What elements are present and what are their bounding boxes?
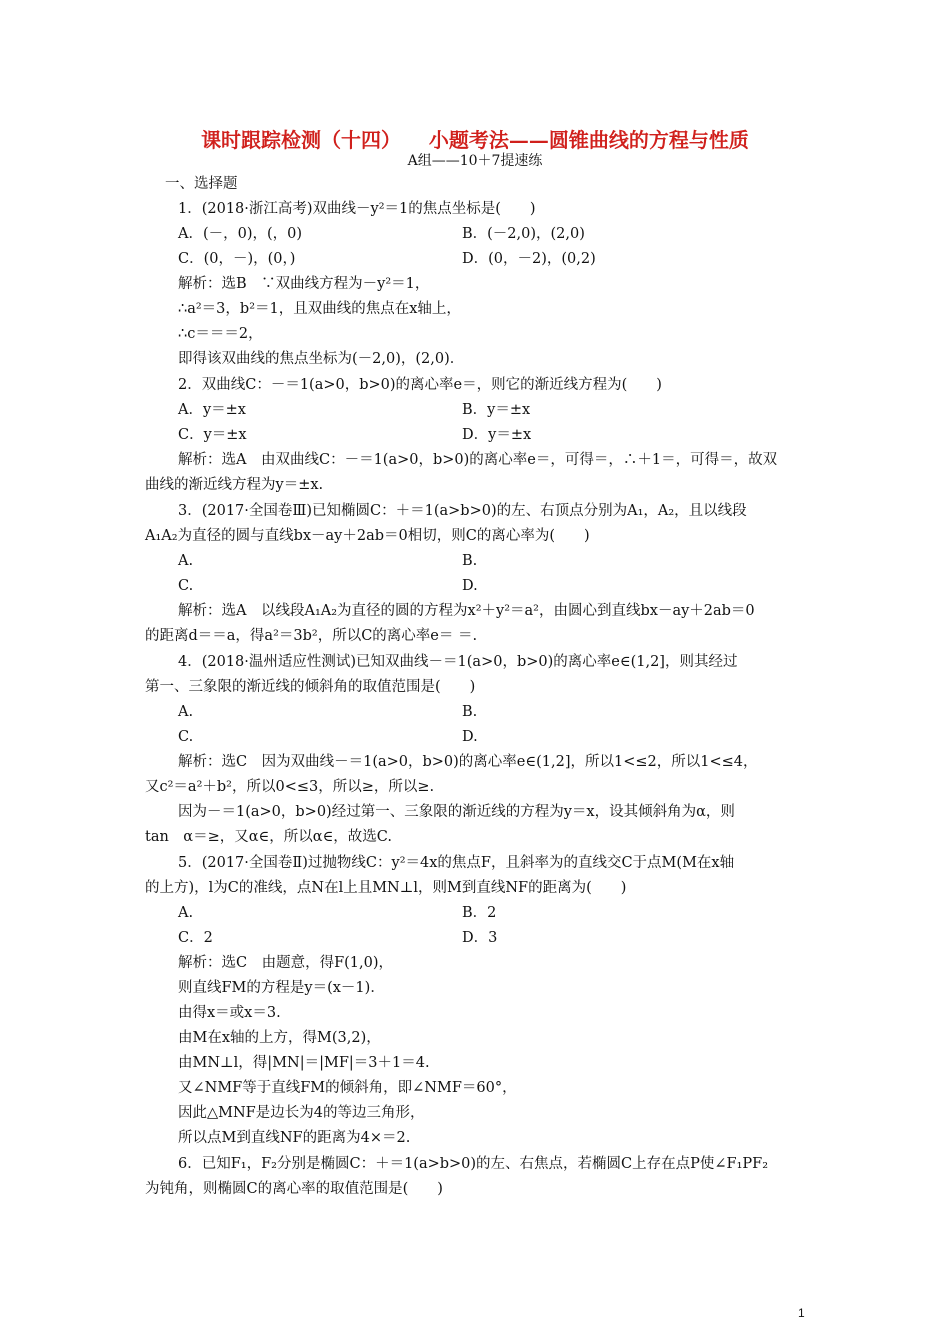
q5-solution-line: 由得x＝或x＝3. xyxy=(178,1005,281,1021)
q2-solution: 解析：选A 由双曲线C：－＝1(a>0，b>0)的离心率e＝，可得＝，∴＋1＝，可得＝，故双 xyxy=(178,452,778,468)
question-5-line: 的上方)，l为C的准线，点N在l上且MN⊥l，则M到直线NF的距离为( ) xyxy=(145,880,627,896)
q5-option-a: A. xyxy=(178,905,194,921)
q5-solution-line: 所以点M到直线NF的距离为4×＝2. xyxy=(178,1130,411,1146)
q2-option-a: A．y＝±x xyxy=(178,402,246,418)
q5-solution-line: 由MN⊥l，得|MN|＝|MF|＝3＋1＝4. xyxy=(178,1055,430,1071)
question-1: 1．(2018·浙江高考)双曲线－y²＝1的焦点坐标是( ) xyxy=(178,201,536,217)
q3-option-c: C. xyxy=(178,578,194,594)
question-5: 5．(2017·全国卷Ⅱ)过抛物线C：y²＝4x的焦点F，且斜率为的直线交C于点M(M在x轴 xyxy=(178,855,735,871)
q5-option-d: D．3 xyxy=(462,930,498,946)
q5-solution-line: 则直线FM的方程是y＝(x－1)． xyxy=(178,980,385,996)
q5-solution-line: 又∠NMF等于直线FM的倾斜角，即∠NMF＝60°， xyxy=(178,1080,517,1096)
q5-solution: 解析：选C 由题意，得F(1,0)， xyxy=(178,955,394,971)
q5-option-c: C．2 xyxy=(178,930,213,946)
q4-solution: 解析：选C 因为双曲线－＝1(a>0，b>0)的离心率e∈(1,2]，所以1<≤2，所以1<≤4， xyxy=(178,754,758,770)
q4-solution-line: 因为－＝1(a>0，b>0)经过第一、三象限的渐近线的方程为y＝x，设其倾斜角为α，则 xyxy=(178,804,735,820)
q1-solution-line: ∴a²＝3，b²＝1，且双曲线的焦点在x轴上， xyxy=(178,301,461,317)
q2-option-c: C．y＝±x xyxy=(178,427,247,443)
q3-option-d: D. xyxy=(462,578,478,594)
q4-solution-line: 又c²＝a²＋b²，所以0<≤3，所以≥，所以≥. xyxy=(145,779,435,795)
q3-solution-line: 的距离d＝＝a，得a²＝3b²，所以C的离心率e＝ ＝. xyxy=(145,628,478,644)
q2-option-d: D．y＝±x xyxy=(462,427,532,443)
q4-option-d: D. xyxy=(462,729,478,745)
q1-option-a: A．(－，0)，(，0) xyxy=(178,226,303,242)
question-3-line: A₁A₂为直径的圆与直线bx－ay＋2ab＝0相切，则C的离心率为( ) xyxy=(145,528,590,544)
q1-option-b: B．(－2,0)，(2,0) xyxy=(462,226,585,242)
q4-option-a: A. xyxy=(178,704,194,720)
q1-solution-line: ∴c＝＝＝2， xyxy=(178,326,263,342)
q1-solution: 解析：选B ∵双曲线方程为－y²＝1， xyxy=(178,276,430,292)
section-heading: 一、选择题 xyxy=(165,176,238,192)
q1-option-c: C．(0，－)，(0，) xyxy=(178,251,296,267)
q3-option-a: A. xyxy=(178,553,194,569)
question-6: 6．已知F₁，F₂分别是椭圆C：＋＝1(a>b>0)的左、右焦点，若椭圆C上存在点P使∠F₁PF₂ xyxy=(178,1156,769,1172)
question-3: 3．(2017·全国卷Ⅲ)已知椭圆C：＋＝1(a>b>0)的左、右顶点分别为A₁，A₂，且以线段 xyxy=(178,503,747,519)
q4-option-b: B. xyxy=(462,704,478,720)
q5-option-b: B．2 xyxy=(462,905,497,921)
page-title: 课时跟踪检测（十四） 小题考法——圆锥曲线的方程与性质 xyxy=(201,128,749,152)
q1-solution-line: 即得该双曲线的焦点坐标为(－2,0)，(2,0)． xyxy=(178,351,465,367)
question-2: 2．双曲线C：－＝1(a>0，b>0)的离心率e＝，则它的渐近线方程为( ) xyxy=(178,377,662,393)
question-4-line: 第一、三象限的渐近线的倾斜角的取值范围是( ) xyxy=(145,679,476,695)
q2-solution-line: 曲线的渐近线方程为y＝±x. xyxy=(145,477,324,493)
q5-solution-line: 由M在x轴的上方，得M(3,2)， xyxy=(178,1030,381,1046)
q4-option-c: C. xyxy=(178,729,194,745)
q3-option-b: B. xyxy=(462,553,478,569)
q2-option-b: B．y＝±x xyxy=(462,402,531,418)
question-6-line: 为钝角，则椭圆C的离心率的取值范围是( ) xyxy=(145,1181,443,1197)
q3-solution: 解析：选A 以线段A₁A₂为直径的圆的方程为x²＋y²＝a²，由圆心到直线bx－ay＋2ab＝0 xyxy=(178,603,755,619)
page-number: 1 xyxy=(798,1306,805,1320)
q4-solution-line: tan α＝≥，又α∈，所以α∈，故选C. xyxy=(145,829,392,845)
question-4: 4．(2018·温州适应性测试)已知双曲线－＝1(a>0，b>0)的离心率e∈(1,2]，则其经过 xyxy=(178,654,738,670)
q1-option-d: D．(0，－2)，(0,2) xyxy=(462,251,596,267)
q5-solution-line: 因此△MNF是边长为4的等边三角形， xyxy=(178,1105,425,1121)
page-subtitle: A组——10＋7提速练 xyxy=(407,153,543,169)
